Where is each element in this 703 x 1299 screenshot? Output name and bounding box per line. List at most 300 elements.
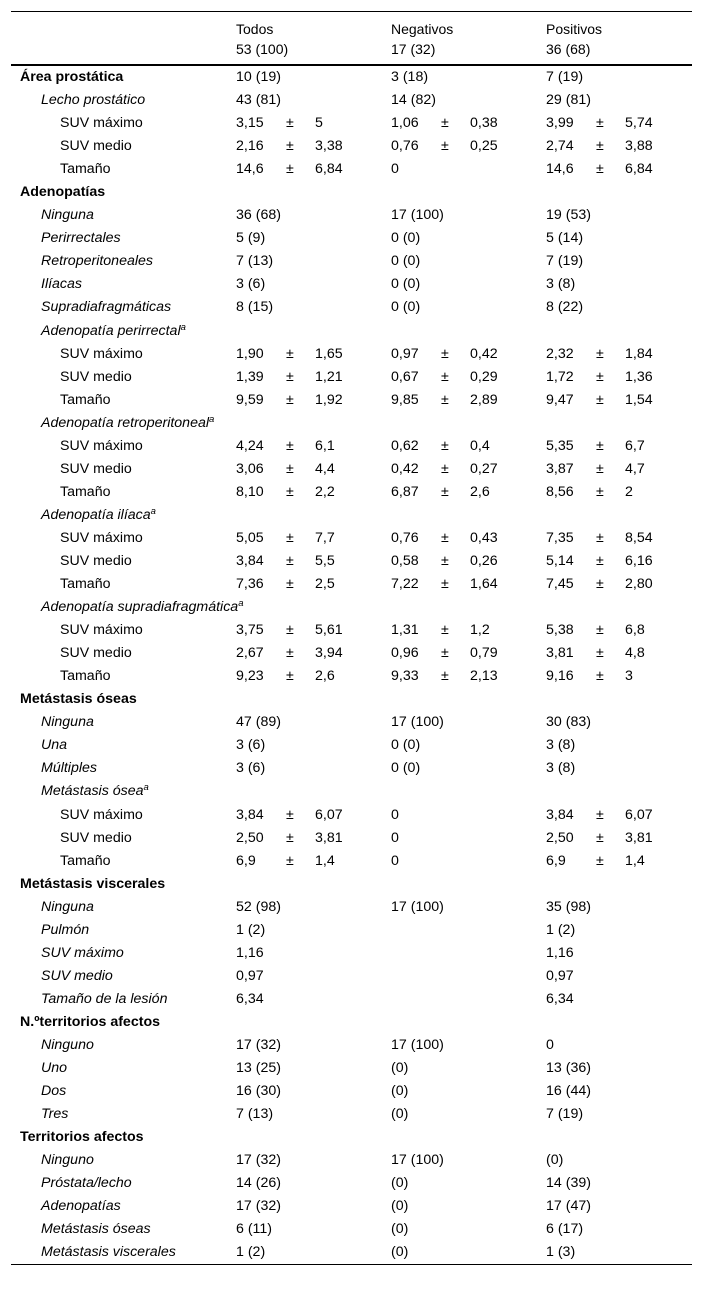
row-label bbox=[41, 320, 186, 343]
table-row bbox=[11, 112, 692, 135]
sd-value: 2,6 bbox=[315, 668, 335, 685]
table-cell bbox=[546, 435, 645, 458]
table-row bbox=[11, 665, 692, 688]
row-label bbox=[60, 804, 143, 827]
table-cell: 17 (100) bbox=[391, 898, 444, 915]
row-label-text: Tamaño bbox=[60, 668, 111, 685]
row-label-text: Adenopatía retroperitoneal bbox=[41, 414, 210, 431]
table-cell bbox=[546, 458, 645, 481]
mean-sd-value bbox=[391, 665, 498, 688]
row-label-text: Tamaño de la lesión bbox=[41, 990, 168, 1007]
table-cell bbox=[546, 827, 653, 850]
table-row bbox=[11, 596, 692, 619]
table-row bbox=[11, 458, 692, 481]
table-row bbox=[11, 1241, 692, 1264]
mean-value: 2,32 bbox=[546, 345, 574, 362]
table-row bbox=[11, 1034, 692, 1057]
sd-value: 3 bbox=[625, 668, 633, 685]
row-label bbox=[60, 112, 143, 135]
mean-sd-value bbox=[391, 389, 498, 412]
mean-value: 3,84 bbox=[236, 806, 264, 823]
mean-sd-value bbox=[236, 573, 335, 596]
results-table bbox=[11, 11, 692, 1265]
table-cell: 0 bbox=[391, 852, 399, 869]
mean-sd-value bbox=[236, 619, 343, 642]
row-label bbox=[41, 412, 214, 435]
sd-value: 1,2 bbox=[470, 622, 490, 639]
row-label-text: Metástasis óseas bbox=[41, 1221, 151, 1238]
plus-minus-sign: ± bbox=[596, 161, 604, 178]
mean-sd-value bbox=[236, 366, 343, 389]
row-label bbox=[41, 1149, 94, 1172]
table-cell bbox=[236, 527, 335, 550]
mean-sd-value bbox=[236, 642, 343, 665]
row-label-text: Pulmón bbox=[41, 921, 90, 938]
table-cell: 0 (0) bbox=[391, 299, 421, 316]
table-cell: 17 (32) bbox=[236, 1152, 281, 1169]
table-cell: (0) bbox=[391, 1060, 409, 1077]
table-row bbox=[11, 619, 692, 642]
row-label bbox=[41, 227, 121, 250]
table-cell bbox=[236, 435, 335, 458]
mean-sd-value bbox=[546, 573, 653, 596]
table-cell bbox=[391, 527, 498, 550]
row-label-text: Ninguno bbox=[41, 1152, 94, 1169]
table-cell: 3 (8) bbox=[546, 276, 576, 293]
table-cell bbox=[546, 158, 653, 181]
mean-sd-value bbox=[236, 435, 335, 458]
mean-sd-value bbox=[391, 481, 490, 504]
table-cell bbox=[391, 642, 498, 665]
table-cell: 7 (13) bbox=[236, 253, 274, 270]
mean-sd-value bbox=[546, 827, 653, 850]
row-label-text: N.ºterritorios afectos bbox=[20, 1013, 160, 1030]
mean-value: 9,59 bbox=[236, 391, 264, 408]
row-label-text: Tamaño bbox=[60, 161, 111, 178]
mean-sd-value bbox=[546, 550, 653, 573]
sd-value: 2,89 bbox=[470, 391, 498, 408]
table-cell: 17 (100) bbox=[391, 1036, 444, 1053]
row-label-text: Una bbox=[41, 737, 68, 754]
sd-value: 1,4 bbox=[315, 852, 335, 869]
mean-sd-value bbox=[546, 366, 653, 389]
mean-sd-value bbox=[546, 135, 653, 158]
row-label-text: Supradiafragmáticas bbox=[41, 299, 172, 316]
table-cell bbox=[236, 135, 343, 158]
sd-value: 1,21 bbox=[315, 368, 343, 385]
plus-minus-sign: ± bbox=[286, 345, 294, 362]
plus-minus-sign: ± bbox=[441, 345, 449, 362]
plus-minus-sign: ± bbox=[286, 645, 294, 662]
header-col-count: 36 (68) bbox=[546, 41, 591, 57]
table-row bbox=[11, 135, 692, 158]
mean-value: 1,90 bbox=[236, 345, 264, 362]
table-row bbox=[11, 250, 692, 273]
table-cell bbox=[546, 850, 645, 873]
table-row bbox=[11, 158, 692, 181]
row-label-text: Área prostática bbox=[20, 69, 124, 85]
table-cell: 1 (2) bbox=[546, 921, 576, 938]
footnote-marker: a bbox=[238, 598, 244, 610]
mean-sd-value bbox=[546, 850, 645, 873]
table-cell: 0 (0) bbox=[391, 760, 421, 777]
sd-value: 2,2 bbox=[315, 483, 335, 500]
mean-value: 6,9 bbox=[236, 852, 256, 869]
row-label bbox=[41, 757, 97, 780]
table-cell: 0 bbox=[391, 161, 399, 178]
plus-minus-sign: ± bbox=[441, 460, 449, 477]
mean-value: 1,39 bbox=[236, 368, 264, 385]
mean-sd-value bbox=[236, 343, 343, 366]
plus-minus-sign: ± bbox=[596, 437, 604, 454]
sd-value: 0,79 bbox=[470, 645, 498, 662]
sd-value: 6,84 bbox=[625, 161, 653, 178]
mean-value: 3,87 bbox=[546, 460, 574, 477]
table-cell bbox=[236, 158, 343, 181]
table-cell bbox=[546, 619, 645, 642]
table-cell: 3 (18) bbox=[391, 69, 429, 85]
row-label bbox=[41, 919, 89, 942]
mean-value: 0,58 bbox=[391, 552, 419, 569]
row-label bbox=[41, 780, 149, 803]
sd-value: 8,54 bbox=[625, 529, 653, 546]
plus-minus-sign: ± bbox=[596, 829, 604, 846]
table-cell bbox=[546, 389, 653, 412]
table-cell bbox=[391, 343, 498, 366]
mean-sd-value bbox=[236, 527, 335, 550]
table-cell: 1,16 bbox=[546, 944, 574, 961]
table-cell: (0) bbox=[391, 1198, 409, 1215]
table-cell bbox=[391, 665, 498, 688]
mean-value: 3,84 bbox=[236, 552, 264, 569]
mean-sd-value bbox=[391, 573, 498, 596]
row-label-text: SUV máximo bbox=[60, 622, 143, 639]
row-label bbox=[41, 942, 124, 965]
table-cell bbox=[236, 804, 343, 827]
row-label bbox=[41, 250, 153, 273]
table-cell: 43 (81) bbox=[236, 92, 281, 109]
table-cell: 17 (47) bbox=[546, 1198, 591, 1215]
plus-minus-sign: ± bbox=[286, 115, 294, 132]
row-label-text: SUV medio bbox=[60, 460, 132, 477]
table-cell bbox=[546, 343, 653, 366]
plus-minus-sign: ± bbox=[441, 138, 449, 155]
mean-value: 2,16 bbox=[236, 138, 264, 155]
sd-value: 7,7 bbox=[315, 529, 335, 546]
table-cell: 17 (100) bbox=[391, 207, 444, 224]
row-label-text: Múltiples bbox=[41, 760, 97, 777]
plus-minus-sign: ± bbox=[286, 622, 294, 639]
table-row bbox=[11, 850, 692, 873]
table-cell bbox=[391, 619, 490, 642]
sd-value: 0,26 bbox=[470, 552, 498, 569]
row-label-text: Adenopatías bbox=[41, 1198, 121, 1215]
plus-minus-sign: ± bbox=[441, 115, 449, 132]
sd-value: 4,8 bbox=[625, 645, 645, 662]
mean-value: 5,38 bbox=[546, 622, 574, 639]
row-label-text: SUV medio bbox=[60, 829, 132, 846]
table-row bbox=[11, 435, 692, 458]
table-cell bbox=[546, 366, 653, 389]
header-col-count: 53 (100) bbox=[236, 41, 289, 57]
row-label-text: SUV medio bbox=[60, 138, 132, 155]
plus-minus-sign: ± bbox=[286, 852, 294, 869]
mean-value: 9,33 bbox=[391, 668, 419, 685]
sd-value: 5 bbox=[315, 115, 323, 132]
table-cell bbox=[391, 481, 490, 504]
row-label bbox=[20, 66, 123, 89]
table-cell bbox=[546, 481, 633, 504]
table-cell bbox=[391, 458, 498, 481]
table-row bbox=[11, 389, 692, 412]
sd-value: 0,29 bbox=[470, 368, 498, 385]
plus-minus-sign: ± bbox=[286, 437, 294, 454]
table-cell: 0 (0) bbox=[391, 230, 421, 247]
row-label-text: Ninguna bbox=[41, 207, 94, 224]
table-row bbox=[11, 780, 692, 803]
footnote-marker: a bbox=[143, 782, 149, 794]
mean-value: 14,6 bbox=[546, 161, 574, 178]
sd-value: 5,5 bbox=[315, 552, 335, 569]
row-label-text: Adenopatía ilíaca bbox=[41, 506, 151, 523]
table-cell: 3 (6) bbox=[236, 737, 266, 754]
mean-sd-value bbox=[236, 665, 335, 688]
table-cell bbox=[546, 573, 653, 596]
row-label bbox=[41, 988, 167, 1011]
table-cell: 13 (25) bbox=[236, 1060, 281, 1077]
table-row bbox=[11, 642, 692, 665]
row-label bbox=[41, 89, 145, 112]
table-cell: 3 (6) bbox=[236, 760, 266, 777]
plus-minus-sign: ± bbox=[286, 138, 294, 155]
table-row bbox=[11, 481, 692, 504]
row-label-text: Retroperitoneales bbox=[41, 253, 153, 270]
table-row bbox=[11, 273, 692, 296]
plus-minus-sign: ± bbox=[596, 483, 604, 500]
plus-minus-sign: ± bbox=[441, 622, 449, 639]
row-label bbox=[41, 596, 243, 619]
table-section-row bbox=[11, 1011, 692, 1034]
plus-minus-sign: ± bbox=[596, 529, 604, 546]
plus-minus-sign: ± bbox=[596, 576, 604, 593]
row-label bbox=[60, 619, 143, 642]
plus-minus-sign: ± bbox=[441, 576, 449, 593]
row-label-text: Dos bbox=[41, 1083, 67, 1100]
sd-value: 0,25 bbox=[470, 138, 498, 155]
table-cell: 0 bbox=[391, 806, 399, 823]
mean-value: 9,23 bbox=[236, 668, 264, 685]
row-label bbox=[60, 135, 132, 158]
sd-value: 2,80 bbox=[625, 576, 653, 593]
row-label-text: SUV máximo bbox=[60, 345, 143, 362]
table-cell: (0) bbox=[391, 1221, 409, 1238]
row-label bbox=[41, 1218, 151, 1241]
table-cell: 1 (2) bbox=[236, 1244, 266, 1261]
table-row bbox=[11, 827, 692, 850]
sd-value: 1,36 bbox=[625, 368, 653, 385]
mean-sd-value bbox=[391, 458, 498, 481]
table-row bbox=[11, 1103, 692, 1126]
row-label bbox=[41, 1057, 67, 1080]
mean-value: 2,50 bbox=[236, 829, 264, 846]
row-label-text: Perirrectales bbox=[41, 230, 121, 247]
plus-minus-sign: ± bbox=[596, 115, 604, 132]
table-cell: 1 (2) bbox=[236, 921, 266, 938]
sd-value: 0,38 bbox=[470, 115, 498, 132]
mean-value: 0,76 bbox=[391, 529, 419, 546]
sd-value: 1,84 bbox=[625, 345, 653, 362]
row-label-text: Ninguna bbox=[41, 714, 94, 731]
sd-value: 6,16 bbox=[625, 552, 653, 569]
table-cell: 14 (26) bbox=[236, 1175, 281, 1192]
table-cell: 0 bbox=[391, 829, 399, 846]
table-cell: 1,16 bbox=[236, 944, 264, 961]
sd-value: 1,65 bbox=[315, 345, 343, 362]
table-cell: 14 (82) bbox=[391, 92, 436, 109]
plus-minus-sign: ± bbox=[441, 391, 449, 408]
footnote-marker: a bbox=[150, 505, 156, 517]
mean-sd-value bbox=[391, 527, 498, 550]
sd-value: 1,54 bbox=[625, 391, 653, 408]
mean-value: 4,24 bbox=[236, 437, 264, 454]
row-label bbox=[41, 1195, 121, 1218]
row-label-text: Ilíacas bbox=[41, 276, 83, 293]
sd-value: 4,4 bbox=[315, 460, 335, 477]
table-cell bbox=[391, 112, 498, 135]
row-label-text: Tamaño bbox=[60, 576, 111, 593]
header-col-negativos bbox=[391, 19, 453, 59]
table-cell: (0) bbox=[391, 1106, 409, 1123]
mean-sd-value bbox=[546, 642, 645, 665]
table-cell: (0) bbox=[546, 1152, 564, 1169]
mean-value: 3,75 bbox=[236, 622, 264, 639]
plus-minus-sign: ± bbox=[286, 460, 294, 477]
mean-sd-value bbox=[391, 642, 498, 665]
table-row bbox=[11, 527, 692, 550]
mean-sd-value bbox=[546, 343, 653, 366]
table-cell: 36 (68) bbox=[236, 207, 281, 224]
sd-value: 2 bbox=[625, 483, 633, 500]
mean-sd-value bbox=[546, 481, 633, 504]
plus-minus-sign: ± bbox=[596, 138, 604, 155]
table-cell: 3 (8) bbox=[546, 760, 576, 777]
row-label bbox=[20, 688, 137, 711]
table-cell: (0) bbox=[391, 1083, 409, 1100]
sd-value: 6,07 bbox=[625, 806, 653, 823]
row-label bbox=[41, 965, 113, 988]
mean-sd-value bbox=[236, 389, 343, 412]
row-label-text: Ninguno bbox=[41, 1036, 94, 1053]
plus-minus-sign: ± bbox=[441, 368, 449, 385]
table-cell: 5 (9) bbox=[236, 230, 266, 247]
sd-value: 2,5 bbox=[315, 576, 335, 593]
footnote-marker: a bbox=[180, 321, 186, 333]
mean-value: 2,74 bbox=[546, 138, 574, 155]
mean-value: 3,84 bbox=[546, 806, 574, 823]
row-label bbox=[41, 204, 94, 227]
mean-value: 0,67 bbox=[391, 368, 419, 385]
row-label bbox=[60, 527, 143, 550]
row-label bbox=[20, 181, 105, 204]
sd-value: 3,38 bbox=[315, 138, 343, 155]
table-section-row bbox=[11, 66, 692, 89]
row-label-text: SUV máximo bbox=[60, 806, 143, 823]
table-cell bbox=[236, 389, 343, 412]
table-cell bbox=[236, 665, 335, 688]
table-cell: 17 (100) bbox=[391, 1152, 444, 1169]
sd-value: 1,4 bbox=[625, 852, 645, 869]
table-row bbox=[11, 711, 692, 734]
header-col-count: 17 (32) bbox=[391, 41, 436, 57]
mean-value: 0,62 bbox=[391, 437, 419, 454]
mean-sd-value bbox=[546, 112, 653, 135]
mean-value: 1,31 bbox=[391, 622, 419, 639]
table-row bbox=[11, 734, 692, 757]
table-row bbox=[11, 942, 692, 965]
row-label-text: SUV medio bbox=[60, 552, 132, 569]
table-row bbox=[11, 573, 692, 596]
sd-value: 5,74 bbox=[625, 115, 653, 132]
table-section-row bbox=[11, 873, 692, 896]
plus-minus-sign: ± bbox=[441, 437, 449, 454]
mean-sd-value bbox=[236, 827, 343, 850]
table-cell: 7 (19) bbox=[546, 69, 584, 85]
mean-value: 9,47 bbox=[546, 391, 574, 408]
table-cell bbox=[546, 112, 653, 135]
row-label bbox=[20, 873, 165, 896]
mean-sd-value bbox=[236, 804, 343, 827]
table-cell bbox=[546, 665, 633, 688]
sd-value: 2,13 bbox=[470, 668, 498, 685]
table-cell: 14 (39) bbox=[546, 1175, 591, 1192]
plus-minus-sign: ± bbox=[441, 529, 449, 546]
plus-minus-sign: ± bbox=[596, 645, 604, 662]
row-label-text: Metástasis ósea bbox=[41, 783, 144, 800]
plus-minus-sign: ± bbox=[286, 391, 294, 408]
header-col-name: Positivos bbox=[546, 21, 603, 37]
table-section-row bbox=[11, 181, 692, 204]
table-cell: 3 (8) bbox=[546, 737, 576, 754]
table-cell: 8 (22) bbox=[546, 299, 584, 316]
table-cell: 35 (98) bbox=[546, 898, 591, 915]
table-cell bbox=[236, 366, 343, 389]
mean-value: 6,9 bbox=[546, 852, 566, 869]
row-label bbox=[41, 1103, 68, 1126]
table-cell bbox=[546, 550, 653, 573]
sd-value: 6,8 bbox=[625, 622, 645, 639]
mean-sd-value bbox=[236, 850, 335, 873]
mean-value: 7,45 bbox=[546, 576, 574, 593]
table-row bbox=[11, 227, 692, 250]
row-label bbox=[41, 734, 67, 757]
plus-minus-sign: ± bbox=[596, 852, 604, 869]
mean-value: 2,50 bbox=[546, 829, 574, 846]
table-cell bbox=[236, 112, 323, 135]
table-cell: 0,97 bbox=[546, 967, 574, 984]
sd-value: 4,7 bbox=[625, 460, 645, 477]
mean-value: 5,14 bbox=[546, 552, 574, 569]
row-label bbox=[60, 550, 132, 573]
plus-minus-sign: ± bbox=[286, 161, 294, 178]
sd-value: 1,64 bbox=[470, 576, 498, 593]
row-label-text: SUV medio bbox=[60, 645, 132, 662]
row-label bbox=[41, 1034, 94, 1057]
row-label-text: SUV máximo bbox=[60, 437, 143, 454]
mean-sd-value bbox=[546, 435, 645, 458]
sd-value: 0,43 bbox=[470, 529, 498, 546]
table-header bbox=[11, 12, 692, 66]
plus-minus-sign: ± bbox=[596, 806, 604, 823]
